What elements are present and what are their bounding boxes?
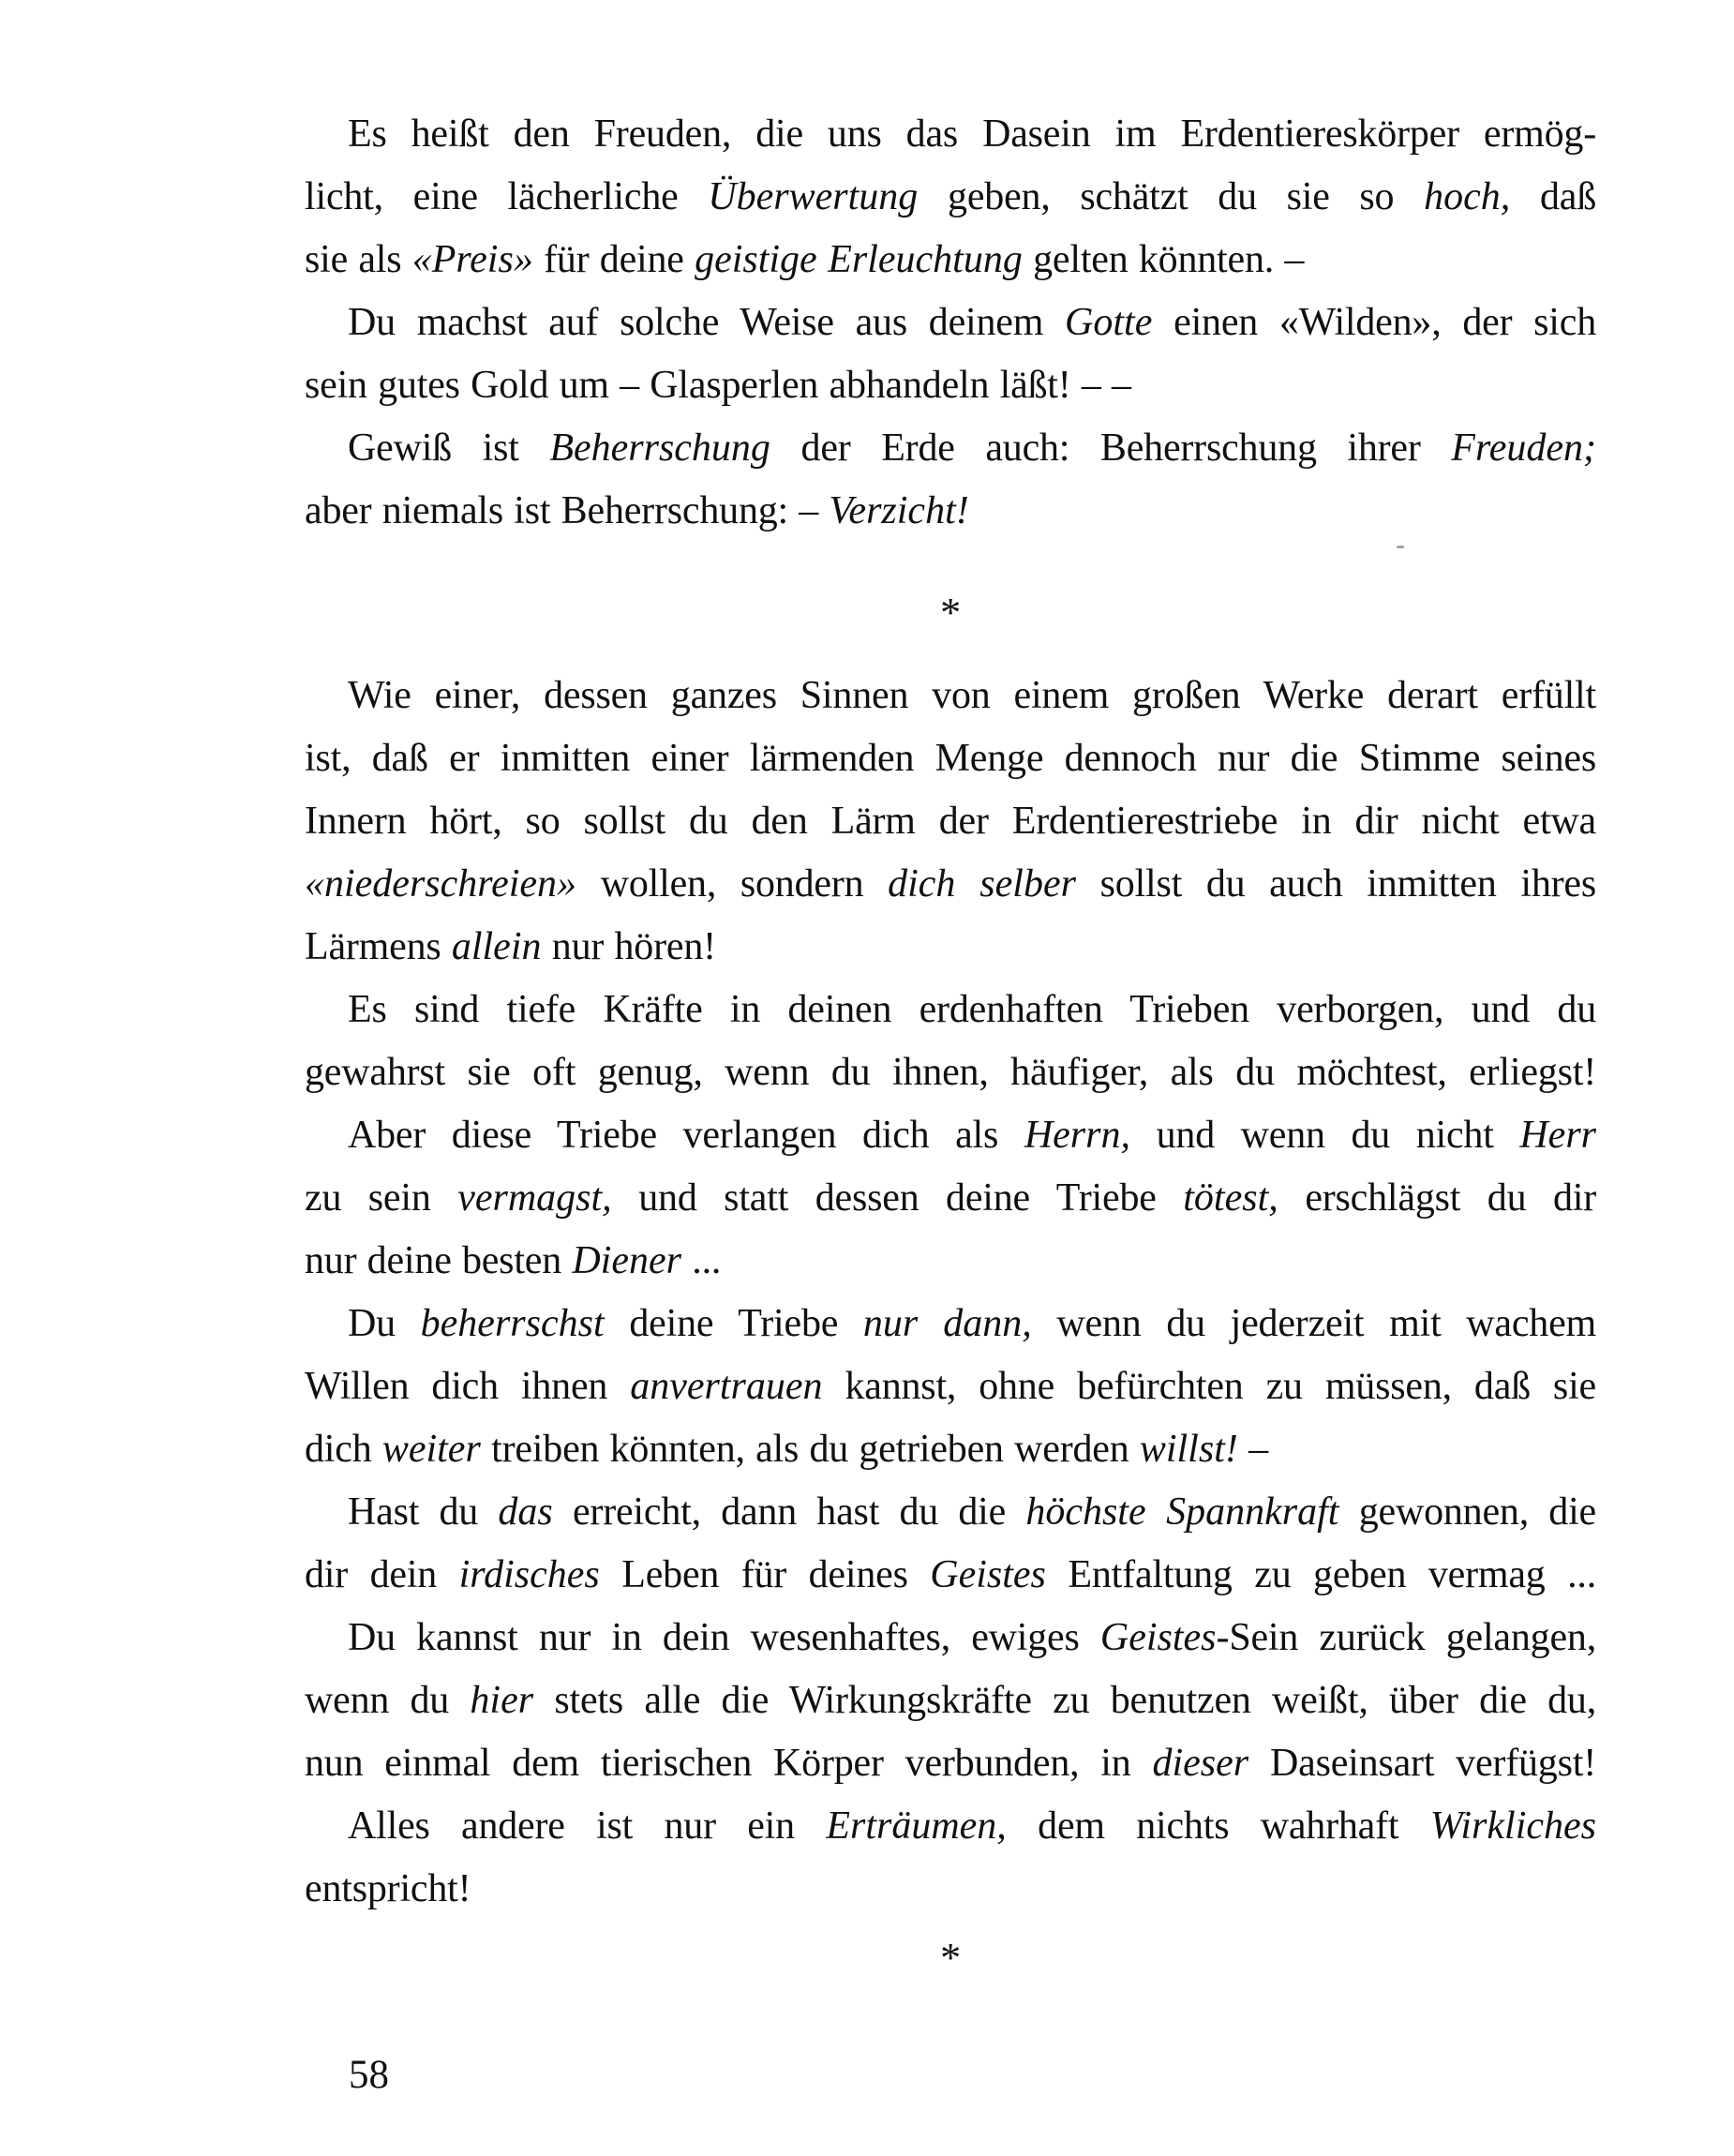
text-run: zu sein — [305, 1176, 458, 1220]
text-line — [305, 1607, 1596, 1669]
text-run: einen «Wilden», der sich — [1152, 301, 1596, 344]
italic-run: beherrschst — [420, 1302, 605, 1345]
text-line — [305, 979, 1596, 1041]
italic-run: Erträumen, — [826, 1804, 1007, 1848]
text-line — [305, 1544, 1596, 1607]
text-run: sollst du auch inmitten ihres — [1075, 862, 1596, 906]
text-run: nun einmal dem tierischen Körper verbunden, in — [305, 1742, 1153, 1785]
text-line — [305, 1167, 1596, 1230]
text-run: dir dein — [305, 1553, 459, 1596]
text-run: Du — [348, 1302, 421, 1345]
text-run: dich — [305, 1428, 382, 1471]
text-run: nur hören! — [541, 925, 716, 968]
separator-asterisk: * — [940, 589, 961, 636]
text-run: treiben könnten, als du getrieben werden — [480, 1428, 1140, 1471]
text-line — [305, 417, 1596, 480]
text-run: und wenn du nicht — [1129, 1114, 1520, 1157]
italic-run: Diener — [572, 1239, 681, 1282]
text-run: Willen dich ihnen — [305, 1365, 631, 1408]
separator-asterisk: * — [940, 1934, 961, 1981]
italic-run: vermagst, — [457, 1176, 612, 1220]
text-run: deine Triebe — [604, 1302, 863, 1345]
italic-run: anvertrauen — [630, 1365, 823, 1408]
page-number: 58 — [349, 2053, 389, 2097]
italic-run: nur dann, — [862, 1302, 1032, 1345]
italic-run: Verzicht! — [829, 489, 969, 532]
text-line — [305, 665, 1596, 727]
text-run: geben, schätzt du sie so — [918, 175, 1425, 218]
text-line — [305, 853, 1596, 916]
text-run: Du kannst nur in dein wesenhaftes, ewiges — [348, 1616, 1100, 1659]
text-line — [305, 1418, 1596, 1481]
italic-run: willst! — [1139, 1428, 1238, 1471]
text-run: kannst, ohne befürchten zu müssen, daß sie — [822, 1365, 1596, 1408]
text-line — [305, 103, 1596, 166]
text-run: wollen, sondern — [576, 862, 889, 906]
text-run: Es sind tiefe Kräfte in deinen erdenhaften Trieben verborgen, und du — [348, 988, 1596, 1031]
text-run: licht, eine lächerliche — [305, 175, 709, 218]
text-run: wenn du jederzeit mit wachem — [1031, 1302, 1596, 1345]
text-line — [305, 916, 1596, 979]
italic-run: «Preis» — [411, 238, 533, 281]
italic-run: «niederschreien» — [305, 862, 577, 906]
text-run: Aber diese Triebe verlangen dich als — [348, 1114, 1024, 1157]
text-run: stets alle die Wirkungskräfte zu benutzen weißt, über die du, — [533, 1679, 1596, 1722]
text-run: daß — [1510, 175, 1596, 218]
italic-run: höchste Spannkraft — [1025, 1490, 1339, 1534]
text-run: aber niemals ist Beherrschung: – — [305, 489, 830, 532]
italic-run: das — [498, 1490, 553, 1534]
text-run: gewahrst sie oft genug, wenn du ihnen, häufiger, als du möchtest, erliegst! — [305, 1051, 1596, 1094]
text-line — [305, 1355, 1596, 1418]
text-line — [305, 1858, 1596, 1921]
text-run: Daseinsart verfügst! — [1248, 1742, 1596, 1785]
text-run: Wie einer, dessen ganzes Sinnen von einem großen Werke derart erfüllt — [348, 674, 1596, 717]
body-text — [305, 103, 1596, 1981]
text-run: und statt dessen deine Triebe — [611, 1176, 1184, 1220]
text-run: erschlägst du dir — [1278, 1176, 1596, 1220]
text-run: – — [1237, 1428, 1268, 1471]
text-run: wenn du — [305, 1679, 471, 1722]
text-run: ist, daß er inmitten einer lärmenden Menge dennoch nur die Stimme seines — [305, 737, 1596, 780]
text-line — [305, 292, 1596, 354]
section-separator — [305, 543, 1596, 665]
italic-run: Geistes — [1099, 1616, 1217, 1659]
text-line — [305, 1669, 1596, 1732]
text-line — [305, 1104, 1596, 1167]
text-line — [305, 1481, 1596, 1544]
text-line — [305, 1230, 1596, 1293]
italic-run: Wirkliches — [1429, 1804, 1596, 1848]
italic-run: tötest, — [1183, 1176, 1278, 1220]
text-line — [305, 727, 1596, 790]
italic-run: allein — [451, 925, 542, 968]
text-run: -Sein zurück gelangen, — [1216, 1616, 1596, 1659]
italic-run: Überwertung — [708, 175, 919, 218]
text-line — [305, 1293, 1596, 1355]
text-run: Gewiß ist — [348, 427, 550, 470]
text-run: Lärmens — [305, 925, 452, 968]
text-run: gewonnen, die — [1338, 1490, 1596, 1534]
italic-run: Freuden; — [1451, 427, 1596, 470]
italic-run: weiter — [381, 1428, 481, 1471]
text-run: entspricht! — [305, 1867, 471, 1910]
italic-run: dich selber — [888, 862, 1076, 906]
text-line — [305, 1732, 1596, 1795]
text-run: sein gutes Gold um – Glasperlen abhandeln läßt! – – — [305, 364, 1131, 407]
text-run: ... — [680, 1239, 722, 1282]
italic-run: Herrn, — [1024, 1114, 1130, 1157]
text-run: erreicht, dann hast du die — [552, 1490, 1026, 1534]
text-run: für deine — [532, 238, 695, 281]
text-run: Du machst auf solche Weise aus deinem — [348, 301, 1066, 344]
italic-run: dieser — [1152, 1742, 1249, 1785]
text-run: Alles andere ist nur ein — [348, 1804, 827, 1848]
text-run: der Erde auch: Beherrschung ihrer — [770, 427, 1452, 470]
text-run: Hast du — [348, 1490, 499, 1534]
text-line — [305, 790, 1596, 853]
italic-run: Geistes — [930, 1553, 1046, 1596]
text-line — [305, 1041, 1596, 1104]
text-run: Leben für deines — [599, 1553, 931, 1596]
section-separator — [305, 1921, 1596, 1981]
text-run: sie als — [305, 238, 412, 281]
italic-run: hier — [470, 1679, 534, 1722]
text-run: Innern hört, so sollst du den Lärm der Erdentierestriebe in dir nicht etwa — [305, 800, 1596, 843]
italic-run: hoch, — [1424, 175, 1511, 218]
italic-run: Gotte — [1065, 301, 1153, 344]
text-line — [305, 480, 1596, 543]
text-run: nur deine besten — [305, 1239, 573, 1282]
text-line — [305, 166, 1596, 229]
italic-run: irdisches — [458, 1553, 600, 1596]
text-line — [305, 1795, 1596, 1858]
italic-run: Herr — [1519, 1114, 1596, 1157]
text-line — [305, 229, 1596, 292]
scan-artifact — [1397, 546, 1404, 548]
text-run: gelten könnten. – — [1022, 238, 1305, 281]
text-run: Es heißt den Freuden, die uns das Dasein im Erdentiereskörper ermög- — [348, 112, 1596, 156]
italic-run: Beherrschung — [549, 427, 770, 470]
text-line — [305, 354, 1596, 417]
text-run: dem nichts wahrhaft — [1006, 1804, 1430, 1848]
text-run: Entfaltung zu geben vermag ... — [1045, 1553, 1596, 1596]
italic-run: geistige Erleuchtung — [695, 238, 1023, 281]
